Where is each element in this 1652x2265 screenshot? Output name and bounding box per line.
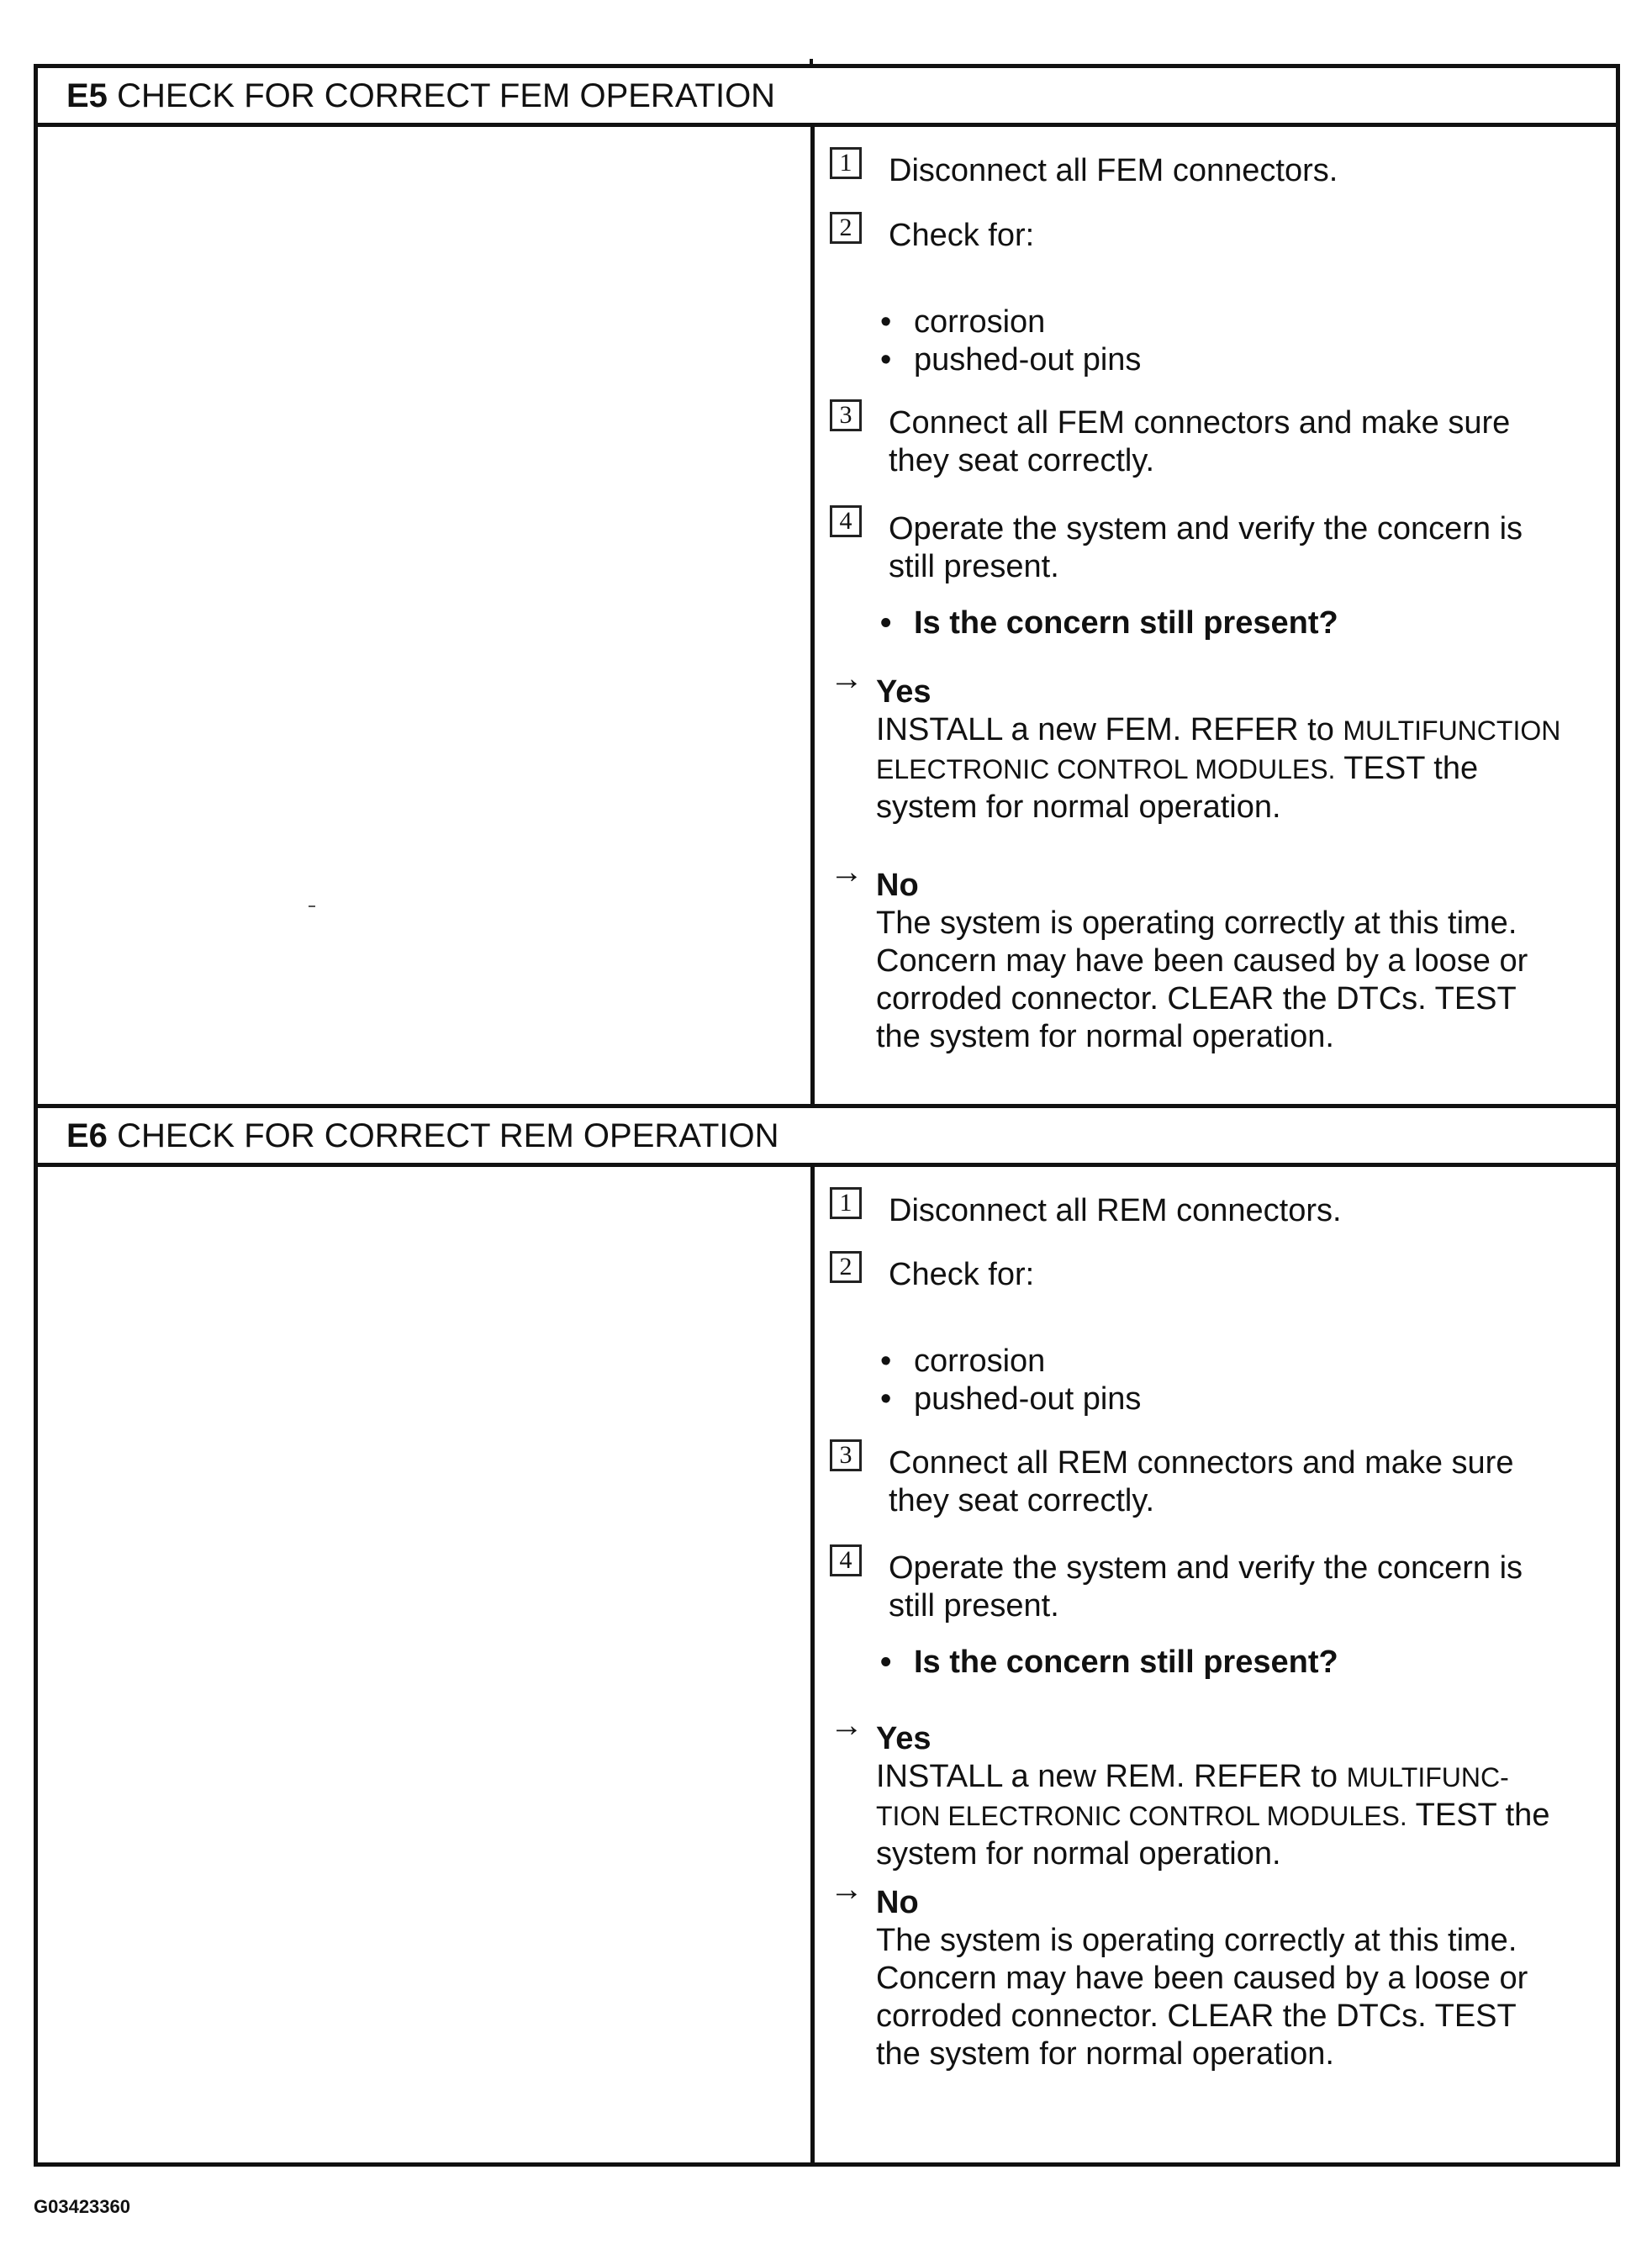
reference-link-text: ELECTRONIC CONTROL MODULES. xyxy=(876,754,1336,784)
procedure-table xyxy=(34,64,1620,2167)
illustration-area xyxy=(38,127,815,1104)
answer-body xyxy=(876,1922,1607,2073)
step-text: Check for: xyxy=(889,218,1035,253)
step-number-box: 2 xyxy=(830,212,862,244)
answer-line xyxy=(876,1797,1607,1835)
step-number-box: 1 xyxy=(830,1187,862,1219)
bullet-icon: • xyxy=(880,1645,892,1680)
step-3 xyxy=(830,401,1595,480)
reference-link-text: MULTIFUNCTION xyxy=(1343,715,1561,746)
instructions-column xyxy=(815,1167,1616,2162)
step-number-box: 4 xyxy=(830,505,862,537)
step-text-line: still present. xyxy=(889,549,1059,584)
section-title: CHECK FOR CORRECT REM OPERATION xyxy=(117,1117,779,1154)
step-text-line: they seat correctly. xyxy=(889,1483,1155,1518)
answer-line: The system is operating correctly at this time. xyxy=(876,1923,1517,1958)
check-item xyxy=(880,1343,1045,1381)
answer-body xyxy=(876,711,1607,826)
bullet-icon: • xyxy=(880,304,892,340)
answer-line: Concern may have been caused by a loose or xyxy=(876,1961,1528,1996)
answer-line: Concern may have been caused by a loose or xyxy=(876,943,1528,979)
section-header-e6 xyxy=(38,1108,1616,1167)
step-number-box: 2 xyxy=(830,1251,862,1283)
instructions-column xyxy=(815,127,1616,1104)
answer-line: corroded connector. CLEAR the DTCs. TEST xyxy=(876,1998,1517,2034)
step-number-box: 4 xyxy=(830,1544,862,1576)
bullet-icon: • xyxy=(880,605,892,641)
section-body-e6 xyxy=(38,1167,1616,2162)
answer-line: the system for normal operation. xyxy=(876,2036,1334,2072)
question-text: Is the concern still present? xyxy=(914,605,1338,641)
section-id: E6 xyxy=(66,1117,108,1154)
bullet-icon: • xyxy=(880,1344,892,1379)
answer-line xyxy=(876,750,1607,789)
step-text xyxy=(889,1444,1595,1520)
step-text-line: they seat correctly. xyxy=(889,443,1155,478)
answer-line xyxy=(876,1758,1607,1797)
step-text-line: still present. xyxy=(889,1588,1059,1624)
answer-text: INSTALL a new REM. REFER to xyxy=(876,1759,1347,1794)
answer-line: the system for normal operation. xyxy=(876,1019,1334,1054)
answer-text: TEST the xyxy=(1407,1798,1550,1833)
answer-label: Yes xyxy=(876,674,932,710)
answer-label: No xyxy=(876,1885,919,1920)
reference-link-text: TION ELECTRONIC CONTROL MODULES. xyxy=(876,1801,1407,1831)
check-item-text: pushed-out pins xyxy=(914,1381,1142,1417)
question xyxy=(880,605,1338,642)
section-header-e5 xyxy=(38,68,1616,127)
bullet-icon: • xyxy=(880,1381,892,1417)
step-number-box: 1 xyxy=(830,147,862,179)
answer-text: INSTALL a new FEM. REFER to xyxy=(876,712,1343,747)
step-text: Check for: xyxy=(889,1257,1035,1292)
step-number-box: 3 xyxy=(830,399,862,431)
answer-line xyxy=(876,711,1607,750)
step-1 xyxy=(830,1189,1595,1230)
check-item xyxy=(880,304,1045,341)
check-item-text: pushed-out pins xyxy=(914,342,1142,378)
question xyxy=(880,1644,1338,1682)
check-item xyxy=(880,1381,1141,1418)
section-body-e5 xyxy=(38,127,1616,1108)
answer-label: Yes xyxy=(876,1721,932,1756)
figure-id: G03423360 xyxy=(34,2196,130,2217)
step-number-box: 3 xyxy=(830,1439,862,1471)
step-3 xyxy=(830,1441,1595,1520)
answer-line: system for normal operation. xyxy=(876,1836,1281,1872)
answer-text: TEST the xyxy=(1335,751,1479,786)
check-item-text: corrosion xyxy=(914,304,1046,340)
step-2 xyxy=(830,1253,1595,1294)
question-text: Is the concern still present? xyxy=(914,1645,1338,1680)
step-text-line: Connect all FEM connectors and make sure xyxy=(889,405,1511,441)
step-1 xyxy=(830,149,1595,190)
section-id: E5 xyxy=(66,77,108,114)
section-title: CHECK FOR CORRECT FEM OPERATION xyxy=(117,77,776,114)
check-item xyxy=(880,341,1141,379)
step-2 xyxy=(830,214,1595,255)
step-text-line: Operate the system and verify the concern is xyxy=(889,1550,1523,1586)
stray-mark xyxy=(309,905,315,907)
reference-link-text: MULTIFUNC- xyxy=(1346,1762,1509,1792)
answer-line: The system is operating correctly at this time. xyxy=(876,905,1517,941)
step-text-line: Operate the system and verify the concern is xyxy=(889,511,1523,546)
answer-line: corroded connector. CLEAR the DTCs. TEST xyxy=(876,981,1517,1016)
step-text xyxy=(889,404,1595,480)
step-text: Disconnect all REM connectors. xyxy=(889,1193,1342,1228)
answer-body xyxy=(876,1758,1607,1873)
step-4 xyxy=(830,507,1595,586)
arrow-right-icon: → xyxy=(830,660,863,697)
step-text xyxy=(889,510,1595,586)
arrow-right-icon: → xyxy=(830,1871,863,1908)
answer-label: No xyxy=(876,868,919,903)
answer-line: system for normal operation. xyxy=(876,789,1281,825)
arrow-right-icon: → xyxy=(830,1707,863,1744)
arrow-right-icon: → xyxy=(830,853,863,890)
step-text: Disconnect all FEM connectors. xyxy=(889,153,1338,188)
step-text-line: Connect all REM connectors and make sure xyxy=(889,1445,1514,1481)
answer-body xyxy=(876,905,1607,1056)
check-item-text: corrosion xyxy=(914,1344,1046,1379)
bullet-icon: • xyxy=(880,342,892,378)
step-4 xyxy=(830,1546,1595,1625)
step-text xyxy=(889,1550,1595,1625)
illustration-area xyxy=(38,1167,815,2162)
